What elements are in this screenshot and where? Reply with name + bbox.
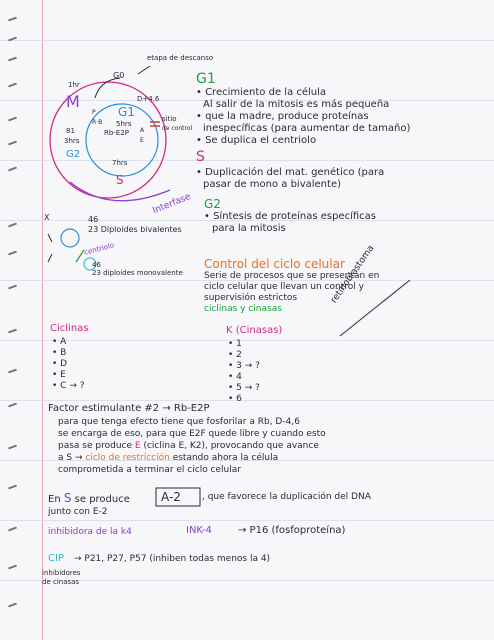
en-s-rest: , que favorece la duplicación del DNA bbox=[202, 492, 371, 502]
control-line-4: ciclinas y cinasas bbox=[204, 304, 282, 314]
a2-text: A-2 bbox=[161, 490, 181, 504]
e-label: E bbox=[140, 137, 144, 144]
a-label: A bbox=[140, 127, 145, 134]
inhibidora-label: inhibidora de la k4 bbox=[48, 527, 132, 537]
g0-arrow bbox=[95, 78, 120, 98]
control-label: de control bbox=[162, 125, 193, 132]
ciclina-item: • E bbox=[52, 370, 66, 380]
green-mark bbox=[76, 250, 84, 262]
en-s-line-2: junto con E-2 bbox=[48, 507, 108, 517]
factor-line-1: Factor estimulante #2 → Rb-E2P bbox=[48, 403, 210, 414]
g1-time: 5hrs bbox=[116, 120, 132, 128]
interfase-label: Interfase bbox=[151, 191, 193, 217]
g1-line-3: • que la madre, produce proteínas bbox=[196, 111, 369, 122]
factor-line-5-end: estando ahora la célula bbox=[172, 453, 279, 463]
cell-drawing-1 bbox=[61, 229, 79, 247]
inhibidores-note-1: inhibidores bbox=[42, 569, 81, 577]
m-label: M bbox=[66, 92, 80, 111]
cinasas-heading: K (Cinasas) bbox=[226, 325, 283, 336]
cinasa-item: • 1 bbox=[228, 339, 242, 349]
g1-line-2: Al salir de la mitosis es más pequeña bbox=[203, 99, 390, 110]
control-line-1: Serie de procesos que se presentan en bbox=[204, 271, 380, 281]
inhibidores-note-2: de cinasas bbox=[42, 578, 80, 586]
cinasa-item: • 5 → ? bbox=[228, 383, 260, 393]
cinasa-item: • 3 → ? bbox=[228, 361, 260, 371]
checkpoint-mark bbox=[150, 122, 160, 126]
s-time: 7hrs bbox=[112, 159, 128, 167]
en-s-line bbox=[48, 492, 130, 505]
s-line-2: pasar de mono a bivalente) bbox=[203, 179, 341, 190]
control-line-3: supervisión estrictos bbox=[204, 293, 298, 303]
cell-23-label: 23 Diploides bivalentes bbox=[88, 225, 182, 234]
g0-pointer bbox=[138, 66, 150, 74]
factor-line-4-start: pasa se produce bbox=[58, 441, 133, 451]
s-heading: S bbox=[196, 149, 205, 165]
factor-line-6: comprometida a terminar el ciclo celular bbox=[58, 465, 241, 475]
g1-diagram-label: G1 bbox=[118, 105, 135, 119]
x-mark: X bbox=[44, 213, 50, 222]
cinasa-item: • 4 bbox=[228, 372, 242, 382]
factor-line-2: para que tenga efecto tiene que fosforilar a Rb, D-4,6 bbox=[58, 417, 300, 427]
81-label: 81 bbox=[66, 127, 75, 135]
cip-text: CIP bbox=[48, 553, 64, 564]
factor-line-4-e: E bbox=[134, 441, 141, 451]
factor-line-5 bbox=[58, 454, 278, 463]
factor-line-4-end: (ciclina E, K2), provocando que avance bbox=[143, 441, 319, 451]
control-line-2: ciclo celular que llevan un control y bbox=[204, 282, 364, 292]
rb-small-label: R·B bbox=[92, 119, 103, 126]
g2-time: 3hrs bbox=[64, 137, 80, 145]
en-s-letter: S bbox=[63, 491, 72, 505]
sitio-label: sitio bbox=[162, 115, 177, 123]
cell2-23-label: 23 diploides monovalente bbox=[92, 269, 183, 277]
g2-heading: G2 bbox=[204, 197, 221, 211]
arrow-up-mark bbox=[48, 254, 52, 262]
g1-line-5: • Se duplica el centriolo bbox=[196, 135, 317, 146]
restriccion-text: ciclo de restricción bbox=[85, 453, 170, 463]
en-text: En bbox=[48, 494, 61, 505]
arrow-down-mark bbox=[48, 234, 52, 242]
factor-line-3: se encarga de eso, para que E2F quede libre y cuando esto bbox=[58, 429, 326, 439]
centriolo-label: centriolo bbox=[83, 241, 116, 257]
cinasa-item: • 2 bbox=[228, 350, 242, 360]
g2-line-1: • Síntesis de proteínas específicas bbox=[204, 211, 377, 222]
ciclina-item: • D bbox=[52, 359, 68, 369]
d46-label: D+4,6 bbox=[137, 95, 160, 103]
control-heading: Control del ciclo celular bbox=[204, 257, 345, 271]
retinoblastoma-label: retinoblastoma bbox=[329, 243, 377, 306]
en-se-produce: se produce bbox=[74, 494, 130, 505]
factor-line-4 bbox=[58, 442, 319, 451]
g2-diagram-label: G2 bbox=[66, 149, 81, 160]
cell2-46-label: 46 bbox=[92, 261, 101, 269]
g1-heading: G1 bbox=[196, 71, 216, 87]
g0-note: etapa de descanso bbox=[147, 54, 214, 62]
s-line-1: • Duplicación del mat. genético (para bbox=[196, 167, 385, 178]
p16-text: → P16 (fosfoproteína) bbox=[238, 525, 346, 536]
m-time: 1hr bbox=[68, 81, 80, 89]
cip-rest: → P21, P27, P57 (inhiben todas menos la 4) bbox=[74, 554, 271, 564]
factor-line-5-start: a S → bbox=[58, 453, 83, 463]
cinasa-item: • 6 bbox=[228, 394, 242, 404]
rb-label: Rb-E2P bbox=[104, 129, 129, 137]
cell-46-label: 46 bbox=[88, 215, 99, 224]
ciclinas-heading: Ciclinas bbox=[50, 323, 89, 334]
g0-label: G0 bbox=[113, 71, 125, 80]
s-diagram-label: S bbox=[116, 173, 124, 187]
ciclina-item: • C → ? bbox=[52, 381, 85, 391]
g1-line-4: inespecíficas (para aumentar de tamaño) bbox=[203, 123, 411, 134]
p-label: P bbox=[92, 109, 96, 116]
ciclina-item: • B bbox=[52, 348, 67, 358]
g1-line-1: • Crecimiento de la célula bbox=[196, 87, 327, 98]
ink4-text: INK-4 bbox=[186, 525, 212, 536]
g2-line-2: para la mitosis bbox=[212, 223, 286, 234]
ciclina-item: • A bbox=[52, 337, 67, 347]
